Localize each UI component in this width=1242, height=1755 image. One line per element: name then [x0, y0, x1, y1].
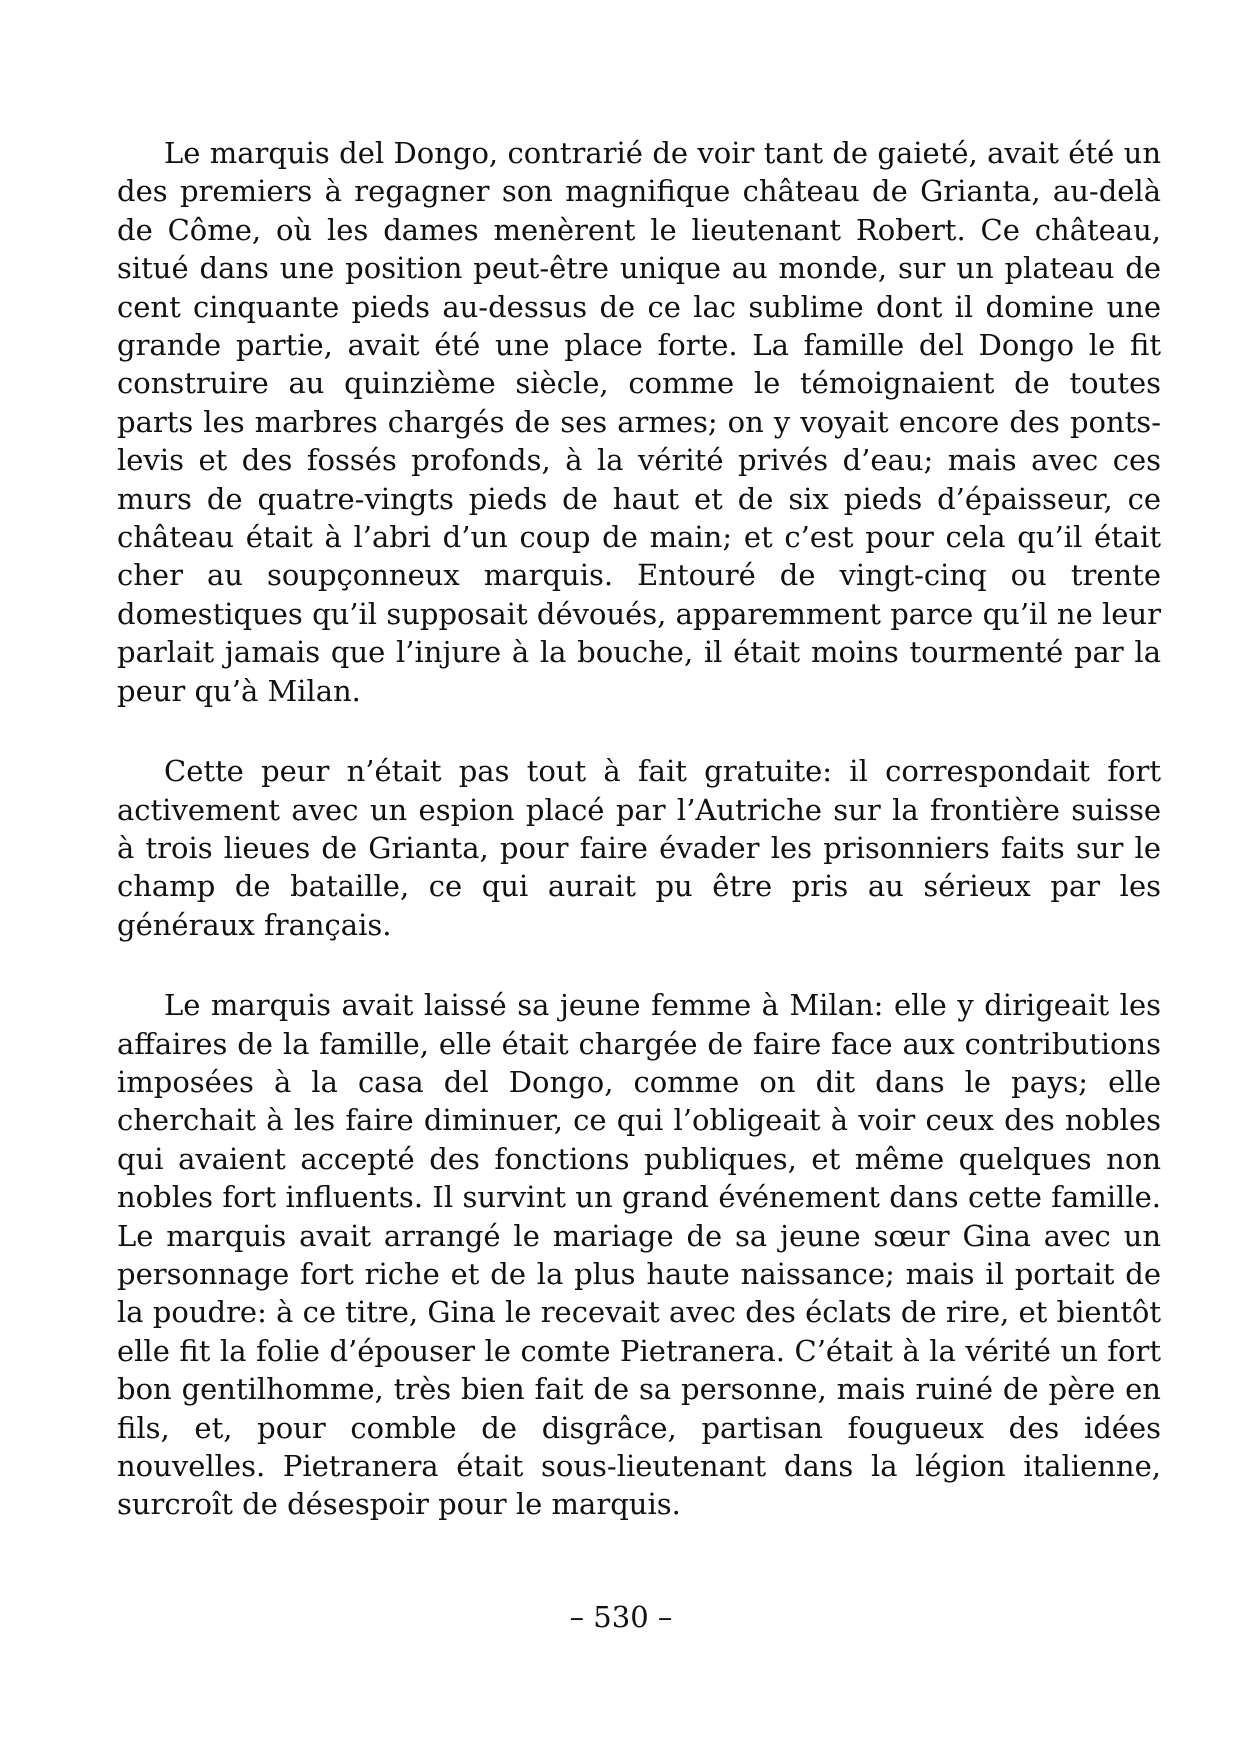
paragraph-1: Le marquis del Dongo, contrarié de voir tant de gaieté, avait été un des premiers à regagner son magnifique château de Grianta, au-delà de Côme, où les dames menèrent le lieutenant Robert. Ce château, situé dans une position peut-être unique au monde, sur un plateau de cent cinquante pieds au-dessus de ce lac sublime dont il domine une grande partie, avait été une place forte. La famille del Dongo le fit construire au quinzième siècle, comme le témoignaient de toutes parts les marbres chargés de ses armes; on y voyait encore des ponts-levis et des fossés profonds, à la vérité privés d’eau; mais avec ces murs de quatre-vingts pieds de haut et de six pieds d’épaisseur, ce château était à l’abri d’un coup de main; et c’est pour cela qu’il était cher au soupçonneux marquis. Entouré de vingt-cinq ou trente domestiques qu’il supposait dévoués, apparemment parce qu’il ne leur parlait jamais que l’injure à la bouche, il était moins tourmenté par la peur qu’à Milan.	[117, 136, 1161, 708]
paragraph-2: Cette peur n’était pas tout à fait gratuite: il correspondait fort activement avec un espion placé par l’Autriche sur la frontière suisse à trois lieues de Grianta, pour faire évader les prisonniers faits sur le champ de bataille, ce qui aurait pu être pris au sérieux par les généraux français.	[117, 754, 1161, 942]
page-number: – 530 –	[569, 1600, 673, 1634]
paragraph-3: Le marquis avait laissé sa jeune femme à Milan: elle y dirigeait les affaires de la famille, elle était chargée de faire face aux contributions imposées à la casa del Dongo, comme on dit dans le pays; elle cherchait à les faire diminuer, ce qui l’obligeait à voir ceux des nobles qui avaient accepté des fonctions publiques, et même quelques non nobles fort influents. Il survint un grand événement dans cette famille. Le marquis avait arrangé le mariage de sa jeune sœur Gina avec un personnage fort riche et de la plus haute naissance; mais il portait de la poudre: à ce titre, Gina le recevait avec des éclats de rire, et bientôt elle fit la folie d’épouser le comte Pietranera. C’était à la vérité un fort bon gentilhomme, très bien fait de sa personne, mais ruiné de père en fils, et, pour comble de disgrâce, partisan fougueux des idées nouvelles. Pietranera était sous-lieutenant dans la légion italienne, surcroît de désespoir pour le marquis.	[117, 988, 1161, 1522]
body-text	[117, 134, 1161, 1524]
